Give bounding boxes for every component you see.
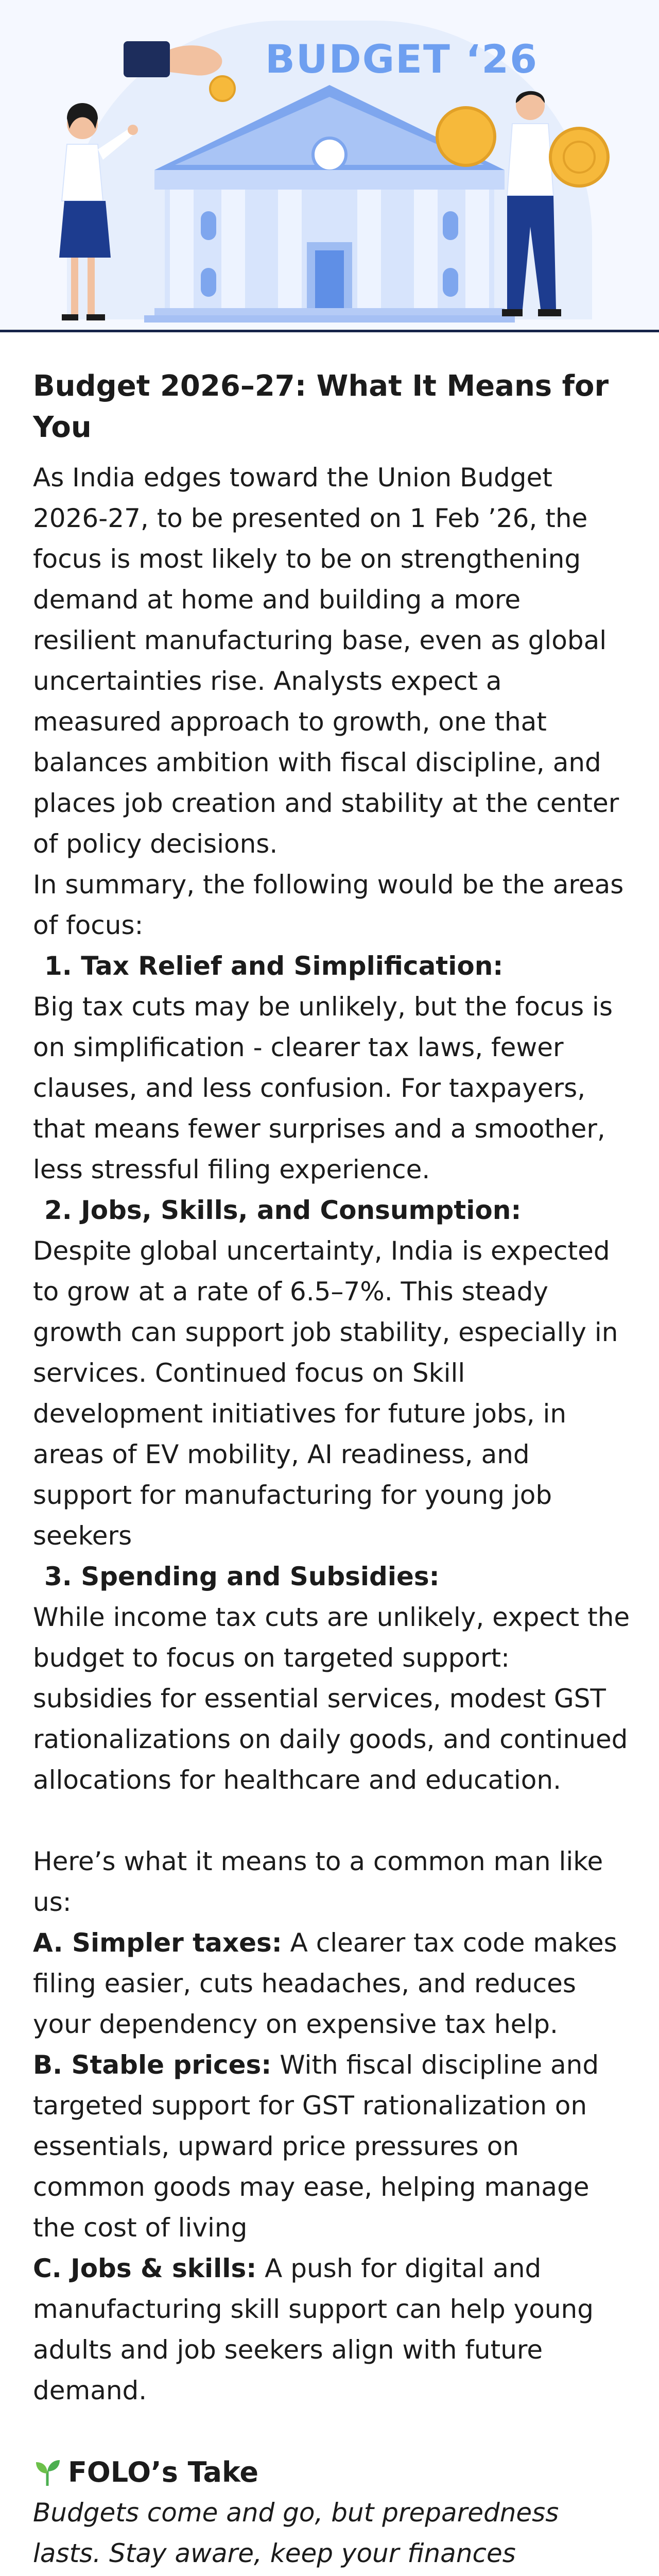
area-spending-body: While income tax cuts are unlikely, expect the budget to focus on targeted support: subsidies for essential services, modest GST rationalizations on daily goods, and continued allocations for healthcare and education. [33,1602,630,1795]
folo-take-heading [33,2452,630,2493]
hero-banner [0,0,659,332]
spacer [33,1801,630,1841]
impact-simpler-taxes [33,1923,630,2045]
impact-label: B. Stable prices: [33,2050,272,2080]
area-jobs-body: Despite global uncertainty, India is expected to grow at a rate of 6.5–7%. This steady growth can support job stability, especially in services. Continued focus on Skill development initiatives for future jobs, in areas of EV mobility, AI readiness, and support for manufacturing for young job seekers [33,1236,618,1551]
woman-figure-icon [59,103,138,320]
area-spending-title: 3. Spending and Subsidies: [44,1562,440,1591]
area-jobs-title: 2. Jobs, Skills, and Consumption: [44,1195,522,1225]
hero-title: BUDGET ‘26 [265,36,538,82]
common-man-intro: Here’s what it means to a common man like us: [33,1846,603,1917]
sprout-icon [33,2458,62,2487]
area-tax-title: 1. Tax Relief and Simplification: [44,951,504,981]
impact-jobs-skills [33,2248,630,2411]
area-tax-body: Big tax cuts may be unlikely, but the focus is on simplification - clearer tax laws, fewer clauses, and less confusion. For taxpayers, that means fewer surprises and a smoother, less stressful filing experience. [33,992,613,1184]
hand-coin-icon [124,41,235,101]
impact-label: C. Jobs & skills: [33,2253,257,2283]
impact-text: A clearer tax code makes filing easier, cuts headaches, and reduces your dependency on expensive tax help. [33,1928,617,2039]
impact-label: A. Simpler taxes: [33,1928,282,1958]
impact-text: A push for digital and manufacturing skill support can help young adults and job seekers align with future demand. [33,2253,594,2405]
impact-text: With fiscal discipline and targeted support for GST rationalization on essentials, upward price pressures on common goods may ease, helping manage the cost of living [33,2050,599,2243]
folo-take-body: Budgets come and go, but preparedness lasts. Stay aware, keep your finances [33,2498,559,2568]
article-body [33,366,630,2576]
article-heading: Budget 2026–27: What It Means for You [33,369,609,444]
summary-line: In summary, the following would be the areas of focus: [33,870,624,940]
impact-stable-prices [33,2045,630,2248]
folo-take-title: FOLO’s Take [68,2456,259,2488]
intro-paragraph: As India edges toward the Union Budget 2026-27, to be presented on 1 Feb ’26, the focus is most likely to be on strengthening demand at home and building a more resilient manufacturing base, even as global uncertainties rise. Analysts expect a measured approach to growth, one that balances ambition with fiscal discipline, and places job creation and stability at the center of policy decisions. [33,463,619,859]
spacer [33,2411,630,2452]
